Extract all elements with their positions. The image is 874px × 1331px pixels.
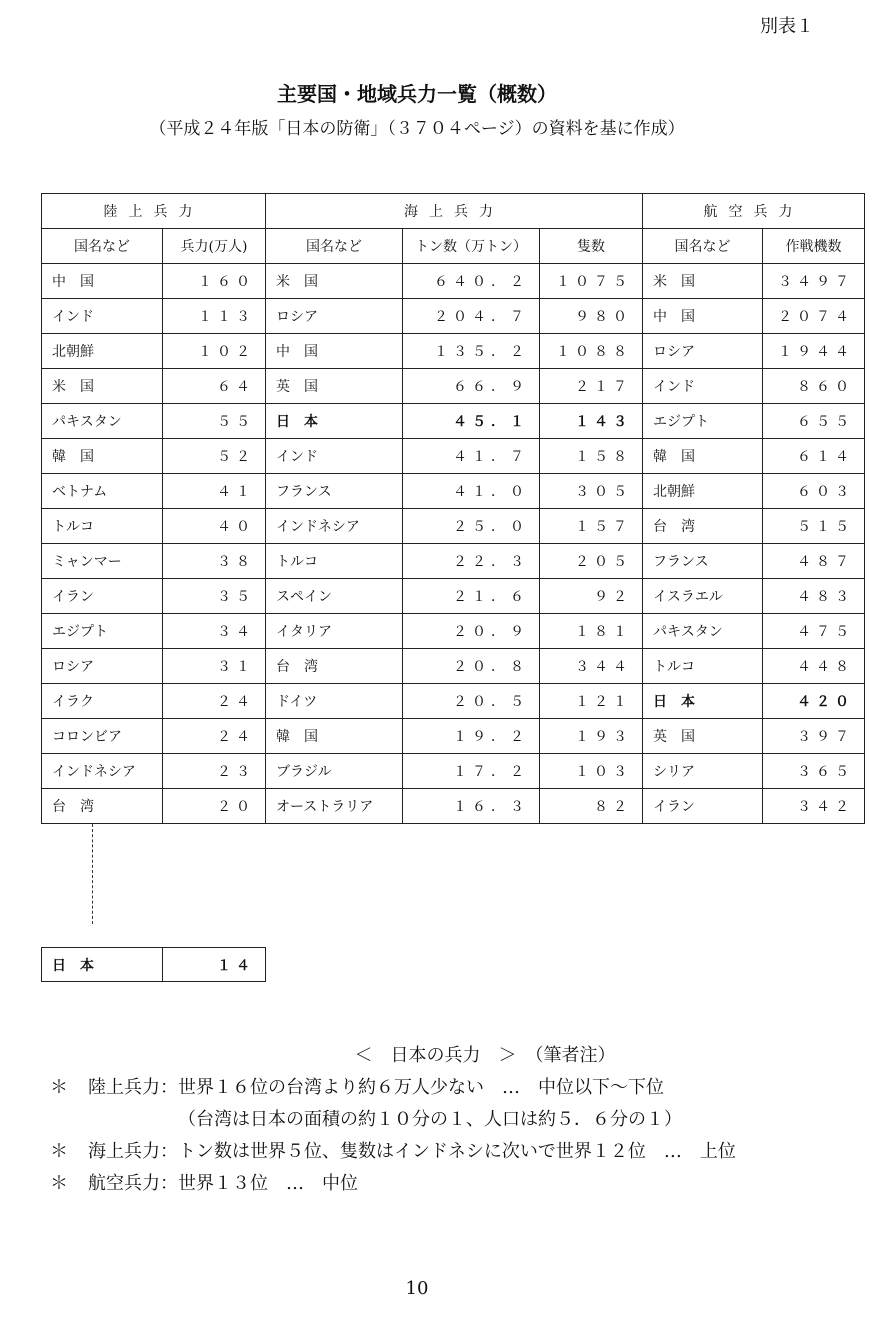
annex-label: 別表１	[760, 16, 814, 37]
note-air-text: 航空兵力：世界１３位 … 中位	[88, 1173, 358, 1194]
cell-land-country: イラク	[42, 684, 163, 719]
cell-air-country: パキスタン	[643, 614, 763, 649]
cell-land-strength: ６４	[163, 369, 266, 404]
note-sea	[50, 1136, 850, 1168]
cell-sea-country: ブラジル	[266, 754, 403, 789]
cell-sea-ships: １０３	[540, 754, 643, 789]
cell-sea-tonnage: ２２．３	[403, 544, 540, 579]
cell-sea-ships: １９３	[540, 719, 643, 754]
cell-air-country: トルコ	[643, 649, 763, 684]
note-land	[50, 1072, 850, 1104]
cell-sea-tonnage: ６４０．２	[403, 264, 540, 299]
cell-land-strength: １１３	[163, 299, 266, 334]
cell-sea-tonnage: ２０．５	[403, 684, 540, 719]
cell-land-country: パキスタン	[42, 404, 163, 439]
table-row	[42, 474, 865, 509]
cell-air-country: 台 湾	[643, 509, 763, 544]
cell-land-strength: ２４	[163, 719, 266, 754]
cell-sea-tonnage: １９．２	[403, 719, 540, 754]
cell-sea-tonnage: ２０．８	[403, 649, 540, 684]
cell-sea-ships: １２１	[540, 684, 643, 719]
omission-dashed-line	[92, 824, 93, 924]
cell-land-country: インドネシア	[42, 754, 163, 789]
table-row	[42, 369, 865, 404]
cell-land-country: エジプト	[42, 614, 163, 649]
cell-land-strength: １０２	[163, 334, 266, 369]
cell-sea-ships: ３０５	[540, 474, 643, 509]
cell-sea-country: インド	[266, 439, 403, 474]
cell-land-country: インド	[42, 299, 163, 334]
cell-sea-ships: ２０５	[540, 544, 643, 579]
cell-sea-country: 中 国	[266, 334, 403, 369]
cell-air-aircraft: ３９７	[763, 719, 865, 754]
cell-air-country: イラン	[643, 789, 763, 824]
cell-air-country: 北朝鮮	[643, 474, 763, 509]
cell-sea-country: 英 国	[266, 369, 403, 404]
cell-land-strength: １６０	[163, 264, 266, 299]
page-title: 主要国・地域兵力一覧（概数）	[277, 82, 557, 106]
page-number: 10	[405, 1278, 429, 1299]
cell-air-country: シリア	[643, 754, 763, 789]
cell-air-aircraft: ２０７４	[763, 299, 865, 334]
asterisk-icon: ＊	[50, 1141, 68, 1162]
note-land-text: 陸上兵力：世界１６位の台湾より約６万人少ない … 中位以下～下位	[88, 1077, 664, 1098]
cell-sea-tonnage: ２０４．７	[403, 299, 540, 334]
cell-air-country: イスラエル	[643, 579, 763, 614]
cell-sea-country: 日 本	[266, 404, 403, 439]
cell-sea-ships: １５８	[540, 439, 643, 474]
cell-land-country: コロンビア	[42, 719, 163, 754]
cell-air-aircraft: ６５５	[763, 404, 865, 439]
table-row	[42, 404, 865, 439]
asterisk-icon: ＊	[50, 1077, 68, 1098]
page-subtitle: （平成２４年版「日本の防衛」（３７０４ページ）の資料を基に作成）	[149, 119, 685, 139]
cell-sea-tonnage: ２１．６	[403, 579, 540, 614]
table-row	[42, 544, 865, 579]
cell-land-strength: ３８	[163, 544, 266, 579]
note-land-sub: （台湾は日本の面積の約１０分の１、人口は約５．６分の１）	[178, 1109, 682, 1130]
table-row	[42, 439, 865, 474]
table-row	[42, 684, 865, 719]
cell-sea-tonnage: ２５．０	[403, 509, 540, 544]
header-sea-tonnage: トン数（万トン）	[403, 229, 540, 264]
cell-land-country: 米 国	[42, 369, 163, 404]
cell-land-strength: ５５	[163, 404, 266, 439]
note-air	[50, 1168, 850, 1200]
cell-air-aircraft: ６１４	[763, 439, 865, 474]
cell-air-country: エジプト	[643, 404, 763, 439]
cell-sea-country: ロシア	[266, 299, 403, 334]
cell-land-strength: ３４	[163, 614, 266, 649]
cell-air-aircraft: ６０３	[763, 474, 865, 509]
cell-sea-country: ドイツ	[266, 684, 403, 719]
cell-air-aircraft: ４７５	[763, 614, 865, 649]
header-sea-country: 国名など	[266, 229, 403, 264]
cell-air-country: 米 国	[643, 264, 763, 299]
cell-land-country: トルコ	[42, 509, 163, 544]
cell-air-aircraft: ３４９７	[763, 264, 865, 299]
cell-air-aircraft: ３４２	[763, 789, 865, 824]
column-header-row	[42, 229, 865, 264]
header-sea-ships: 隻数	[540, 229, 643, 264]
cell-sea-country: 韓 国	[266, 719, 403, 754]
header-land-strength: 兵力(万人)	[163, 229, 266, 264]
cell-sea-country: 台 湾	[266, 649, 403, 684]
cell-land-country: ミャンマー	[42, 544, 163, 579]
section-sea: 海上兵力	[266, 194, 643, 229]
cell-land-strength: ２３	[163, 754, 266, 789]
cell-air-country: フランス	[643, 544, 763, 579]
notes-heading: ＜ 日本の兵力 ＞ （筆者注）	[354, 1045, 616, 1066]
table-row	[42, 334, 865, 369]
table-row	[42, 948, 266, 982]
cell-air-country: 日 本	[643, 684, 763, 719]
cell-land-country: イラン	[42, 579, 163, 614]
cell-sea-country: 米 国	[266, 264, 403, 299]
note-sea-text: 海上兵力：トン数は世界５位、隻数はインドネシに次いで世界１２位 … 上位	[88, 1141, 736, 1162]
japan-land-country: 日 本	[42, 948, 163, 982]
header-air-country: 国名など	[643, 229, 763, 264]
cell-land-country: 北朝鮮	[42, 334, 163, 369]
cell-sea-tonnage: ４１．０	[403, 474, 540, 509]
cell-sea-ships: １５７	[540, 509, 643, 544]
cell-land-country: 韓 国	[42, 439, 163, 474]
cell-land-strength: ４１	[163, 474, 266, 509]
cell-land-country: ベトナム	[42, 474, 163, 509]
cell-sea-country: トルコ	[266, 544, 403, 579]
cell-land-strength: ３１	[163, 649, 266, 684]
cell-sea-ships: １０７５	[540, 264, 643, 299]
cell-land-strength: ５２	[163, 439, 266, 474]
table-row	[42, 614, 865, 649]
header-land-country: 国名など	[42, 229, 163, 264]
cell-air-aircraft: ４４８	[763, 649, 865, 684]
cell-sea-tonnage: １６．３	[403, 789, 540, 824]
table-row	[42, 509, 865, 544]
header-air-aircraft: 作戦機数	[763, 229, 865, 264]
cell-sea-ships: ９２	[540, 579, 643, 614]
section-land: 陸上兵力	[42, 194, 266, 229]
cell-sea-tonnage: １３５．２	[403, 334, 540, 369]
cell-land-country: 中 国	[42, 264, 163, 299]
cell-sea-country: フランス	[266, 474, 403, 509]
table-row	[42, 299, 865, 334]
cell-air-country: インド	[643, 369, 763, 404]
cell-sea-ships: ８２	[540, 789, 643, 824]
table-row	[42, 789, 865, 824]
cell-air-aircraft: ４８３	[763, 579, 865, 614]
cell-air-country: 中 国	[643, 299, 763, 334]
table-row	[42, 579, 865, 614]
author-notes	[50, 1040, 850, 1200]
cell-sea-country: スペイン	[266, 579, 403, 614]
cell-air-aircraft: ５１５	[763, 509, 865, 544]
cell-sea-tonnage: ６６．９	[403, 369, 540, 404]
cell-sea-country: オーストラリア	[266, 789, 403, 824]
japan-land-value: １４	[163, 948, 266, 982]
cell-sea-ships: ３４４	[540, 649, 643, 684]
table-row	[42, 649, 865, 684]
japan-land-table	[41, 947, 266, 982]
cell-air-country: ロシア	[643, 334, 763, 369]
cell-sea-ships: ９８０	[540, 299, 643, 334]
cell-land-strength: ２４	[163, 684, 266, 719]
cell-sea-tonnage: ４５．１	[403, 404, 540, 439]
cell-land-strength: ２０	[163, 789, 266, 824]
cell-sea-ships: １８１	[540, 614, 643, 649]
cell-sea-tonnage: ２０．９	[403, 614, 540, 649]
cell-sea-tonnage: １７．２	[403, 754, 540, 789]
cell-sea-ships: １０８８	[540, 334, 643, 369]
cell-sea-ships: ２１７	[540, 369, 643, 404]
cell-sea-country: インドネシア	[266, 509, 403, 544]
cell-land-strength: ４０	[163, 509, 266, 544]
cell-air-aircraft: ４２０	[763, 684, 865, 719]
section-air: 航空兵力	[643, 194, 865, 229]
cell-land-country: 台 湾	[42, 789, 163, 824]
cell-air-country: 韓 国	[643, 439, 763, 474]
table-row	[42, 754, 865, 789]
cell-land-country: ロシア	[42, 649, 163, 684]
asterisk-icon: ＊	[50, 1173, 68, 1194]
cell-sea-country: イタリア	[266, 614, 403, 649]
cell-sea-ships: １４３	[540, 404, 643, 439]
table-row	[42, 719, 865, 754]
cell-air-aircraft: ８６０	[763, 369, 865, 404]
cell-air-aircraft: ４８７	[763, 544, 865, 579]
cell-air-country: 英 国	[643, 719, 763, 754]
section-header-row	[42, 194, 865, 229]
table-row	[42, 264, 865, 299]
cell-air-aircraft: １９４４	[763, 334, 865, 369]
forces-table	[41, 193, 865, 824]
cell-air-aircraft: ３６５	[763, 754, 865, 789]
cell-sea-tonnage: ４１．７	[403, 439, 540, 474]
cell-land-strength: ３５	[163, 579, 266, 614]
